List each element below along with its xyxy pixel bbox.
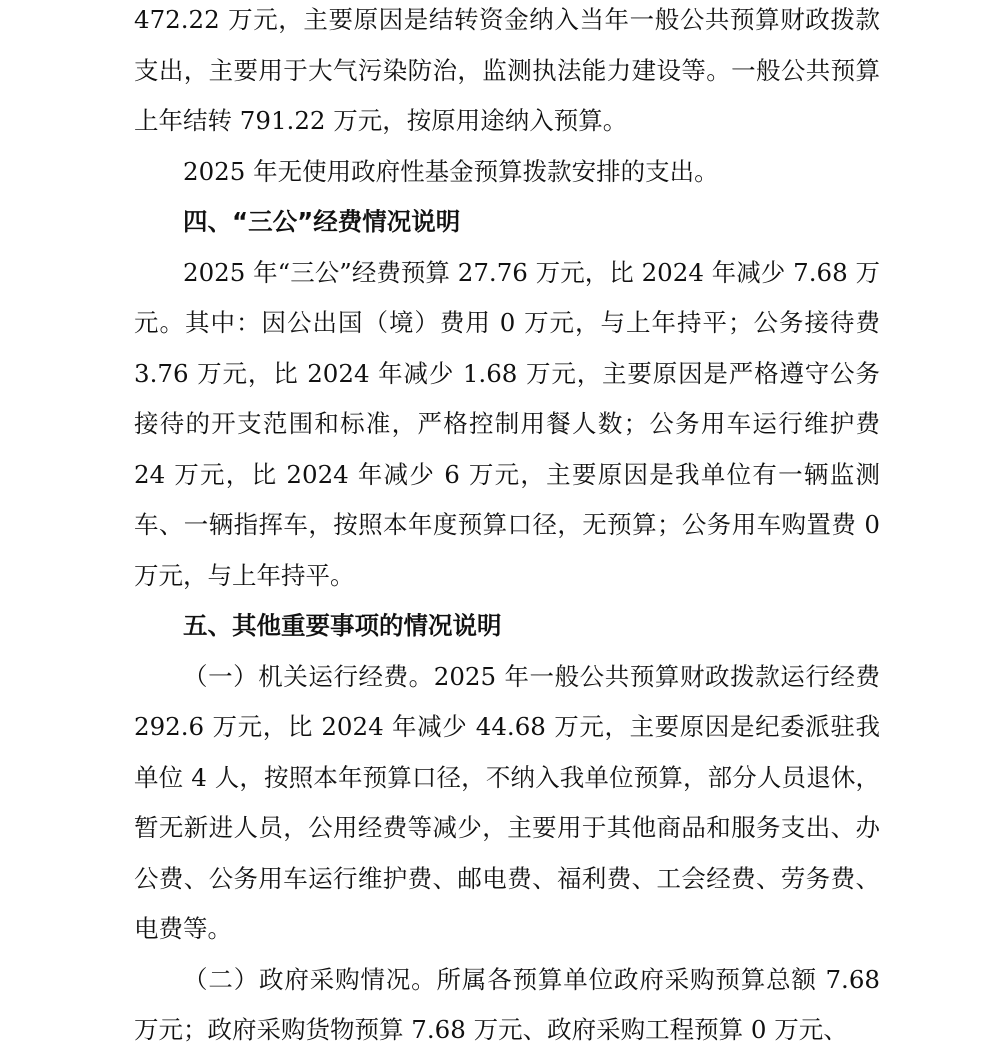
paragraph-fund-budget: 2025 年无使用政府性基金预算拨款安排的支出。 [183,156,719,186]
paragraph-three-public: 2025 年“三公”经费预算 27.76 万元，比 2024 年减少 7.68 万元。其中：因公出国（境）费用 0 万元，与上年持平；公务接待费 3.76 万元，比 2024 年减少 1.68 万元，主要原因是严格遵守公务接待的开支范围和标准，严格控制用餐人数；公务用车运行维护费 24 万元，比 2024 年减少 6 万元，主要原因是我单位有一辆监测车、一辆指挥车，按照本年度预算口径，无预算；公务用车购置费 0 万元，与上年持平。 [134,257,880,590]
paragraph-continuation: 472.22 万元，主要原因是结转资金纳入当年一般公共预算财政拨款支出，主要用于大气污染防治，监测执法能力建设等。一般公共预算上年结转 791.22 万元，按原用途纳入预算。 [134,5,880,135]
paragraph-procurement: （二）政府采购情况。所属各预算单位政府采购预算总额 7.68 万元；政府采购货物预算 7.68 万元、政府采购工程预算 0 万元、 [134,964,880,1044]
section-heading-three-public: 四、“三公”经费情况说明 [183,207,461,236]
document-page [134,0,880,1056]
paragraph-operating-expenses: （一）机关运行经费。2025 年一般公共预算财政拨款运行经费 292.6 万元，比 2024 年减少 44.68 万元，主要原因是纪委派驻我单位 4 人，按照本年预算口径，不纳入我单位预算，部分人员退休，暂无新进人员，公用经费等减少，主要用于其他商品和服务支出、办公费、公务用车运行维护费、邮电费、福利费、工会经费、劳务费、电费等。 [134,661,880,943]
section-heading-other-matters: 五、其他重要事项的情况说明 [183,611,502,640]
